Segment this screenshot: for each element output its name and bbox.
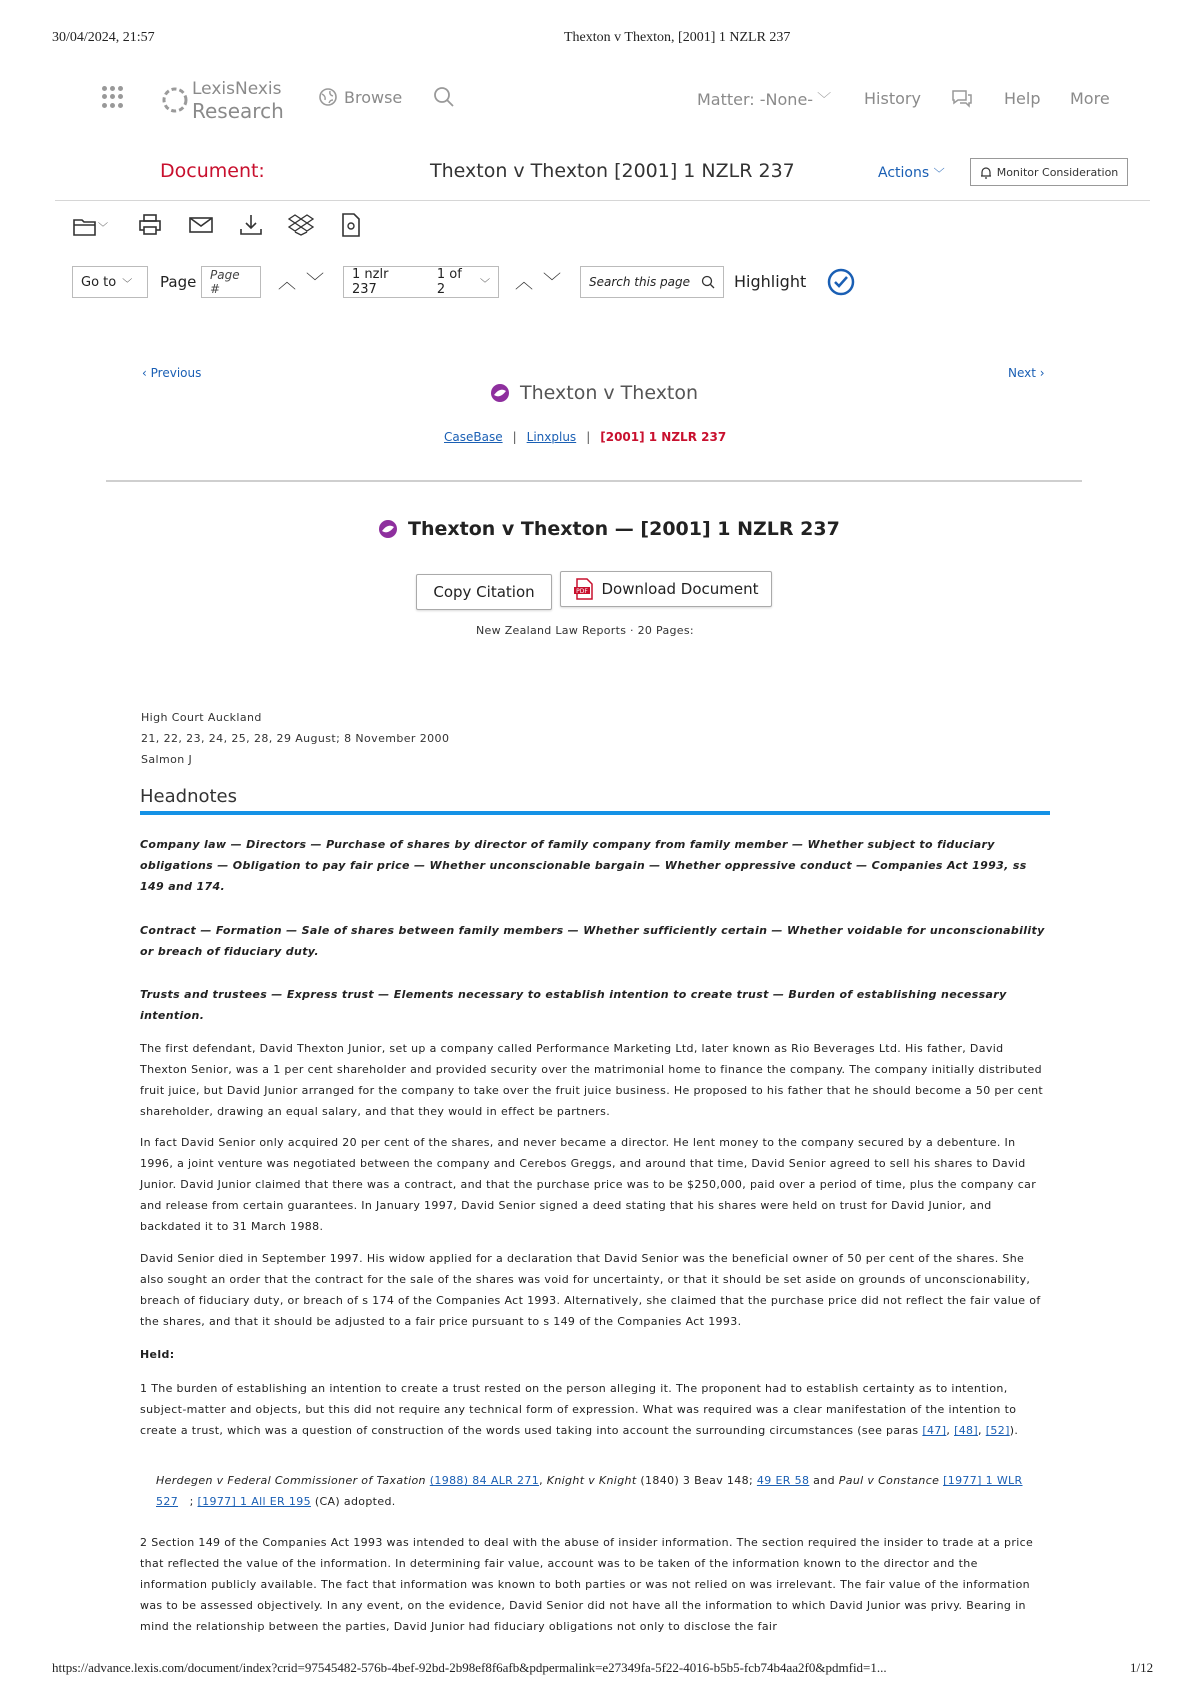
chevron-down-icon: ﹀	[480, 278, 490, 290]
casebase-icon	[378, 519, 398, 539]
print-title: Thexton v Thexton, [2001] 1 NZLR 237	[564, 30, 791, 45]
search-icon[interactable]	[433, 86, 455, 112]
chevron-right-icon: ›	[1039, 366, 1045, 380]
brand-product: Research	[192, 99, 284, 123]
lexisnexis-logo-icon	[162, 87, 188, 113]
folder-icon	[72, 213, 98, 239]
hit-nav-arrows[interactable]	[515, 268, 571, 294]
highlight-label[interactable]: Highlight	[734, 272, 807, 291]
main-document-title	[378, 518, 840, 540]
case-name: Thexton v Thexton	[520, 382, 699, 404]
held-1-text: 1 The burden of establishing an intention to create a trust rested on the person alleging it. The proponent had to establish certainty as to intention, subject-matter and objects, but this did not require any technical form of expression. What was required was a clear manifestation of the intention to create a trust, which was a question of construction of the words used taking into account the surrounding circumstances (see paras	[140, 1382, 1017, 1437]
goto-dropdown[interactable]	[72, 266, 148, 298]
dropbox-icon[interactable]	[288, 212, 316, 240]
print-icon[interactable]	[137, 212, 165, 240]
previous-link[interactable]	[142, 366, 201, 380]
chevron-up-icon[interactable]: ︿	[278, 272, 306, 293]
download-document-button[interactable]	[560, 571, 772, 607]
main-title-text: Thexton v Thexton — [2001] 1 NZLR 237	[408, 518, 840, 540]
next-label: Next	[1008, 366, 1036, 380]
cases-cited: Herdegen v Federal Commissioner of Taxation (1988) 84 ALR 271, Knight v Knight (1840) 3 Beav 148; 49 ER 58 and Paul v Constance [1977] 1 WLR 527 ; [1977] 1 All ER 195 (CA) adopted.	[156, 1474, 1023, 1508]
print-datetime: 30/04/2024, 21:57	[52, 30, 155, 45]
apps-grid-icon[interactable]	[102, 86, 124, 108]
breadcrumb-separator: |	[512, 430, 517, 444]
casebase-icon	[490, 383, 510, 403]
section-divider	[106, 480, 1082, 482]
help-link[interactable]: Help	[1004, 89, 1041, 108]
page-nav-arrows[interactable]	[278, 268, 334, 294]
browse-label: Browse	[344, 87, 403, 107]
monitor-label: Monitor Consideration	[996, 165, 1119, 179]
citation-select-value: 1 nzlr 237	[352, 267, 389, 297]
held-paragraph-1: 1 The burden of establishing an intention to create a trust rested on the person alleging it. The proponent had to establish certainty as to intention, subject-matter and objects, but this did not require any technical form of expression. What was required was a clear manifestation of the intention to create a trust, which was a question of construction of the words used taking into account the surrounding circumstances (see paras [47], [48], [52]).	[140, 1382, 1019, 1437]
email-icon[interactable]	[188, 212, 216, 240]
brand-name: LexisNexis	[192, 79, 282, 99]
page-label: Page	[160, 273, 197, 291]
headnotes-rule	[140, 811, 1050, 815]
goto-label: Go to	[81, 274, 117, 290]
pdf-icon	[573, 578, 595, 600]
chevron-down-icon[interactable]: ﹀	[543, 272, 571, 293]
matter-label: Matter: -None-	[697, 89, 814, 109]
case-paul: Paul v Constance	[838, 1474, 940, 1487]
breadcrumb-linxplus[interactable]: Linxplus	[526, 430, 577, 444]
chevron-down-icon[interactable]: ﹀	[306, 272, 334, 293]
case-knight-rest: (1840) 3 Beav 148;	[640, 1474, 754, 1487]
citation-page-select[interactable]	[343, 266, 499, 298]
search-page-input[interactable]	[580, 266, 724, 298]
judge-name: Salmon J	[141, 753, 193, 766]
case-heading	[490, 382, 698, 404]
breadcrumb	[444, 430, 726, 444]
document-label: Document:	[160, 160, 265, 182]
chevron-down-icon: ﹀	[122, 278, 133, 290]
page-number-placeholder: Page #	[210, 268, 240, 296]
keywords-contract: Contract — Formation — Sale of shares between family members — Whether sufficiently certain — Whether voidable for unconscionability or breach of fiduciary duty.	[140, 924, 1045, 958]
chevron-left-icon: ‹	[142, 366, 147, 380]
chevron-down-icon: ﹀	[98, 222, 108, 234]
svg-text:PDF: PDF	[576, 588, 589, 595]
keywords-trusts: Trusts and trustees — Express trust — Elements necessary to establish intention to create trust — Burden of establishing necessary intention.	[140, 988, 1007, 1022]
checkmark-circle-icon[interactable]	[826, 267, 856, 301]
case-paul-rest: (CA) adopted.	[314, 1495, 396, 1508]
breadcrumb-casebase[interactable]: CaseBase	[444, 430, 503, 444]
chat-icon[interactable]	[950, 88, 974, 112]
held-paragraph-2: 2 Section 149 of the Companies Act 1993 was intended to deal with the abuse of insider information. The section required the insider to trade at a price that reflected the value of the information. In determining fair value, account was to be taken of the information known to the director and the information publicly available. The fact that information was known to both parties or was not relied on was irrelevant. The fair value of the information was to be assessed objectively. In any event, on the evidence, David Senior did not have all the information to which David Junior was privy. Bearing in mind the relationship between the parties, David Junior had fiduciary obligations not only to disclose the fair	[140, 1536, 1034, 1633]
actions-label: Actions	[878, 165, 930, 181]
bell-icon	[980, 166, 992, 179]
reports-info: New Zealand Law Reports · 20 Pages:	[476, 624, 694, 637]
hearing-dates: 21, 22, 23, 24, 25, 28, 29 August; 8 November 2000	[141, 732, 450, 745]
chevron-down-icon: ﹀	[933, 167, 945, 180]
browse-link[interactable]	[318, 87, 402, 107]
copy-citation-button[interactable]: Copy Citation	[416, 574, 552, 610]
case-herdegen: Herdegen v Federal Commissioner of Taxation	[156, 1474, 426, 1487]
court-name: High Court Auckland	[141, 711, 262, 724]
chevron-up-icon[interactable]: ︿	[515, 272, 543, 293]
print-page-number: 1/12	[1130, 1660, 1154, 1675]
court-info	[141, 707, 449, 770]
cite-link-alr[interactable]: (1988) 84 ALR 271	[429, 1474, 540, 1487]
cite-link-aller[interactable]: [1977] 1 All ER 195	[197, 1495, 311, 1508]
para-link-52[interactable]: [52]	[985, 1424, 1010, 1437]
cite-and: and	[813, 1474, 835, 1487]
of-select-value: 1 of 2	[436, 267, 462, 297]
monitor-consideration-button[interactable]	[970, 158, 1128, 186]
headnotes-heading: Headnotes	[140, 786, 237, 807]
chevron-down-icon: ﹀	[817, 92, 832, 108]
matter-dropdown[interactable]	[697, 89, 831, 109]
facts-paragraph-2: In fact David Senior only acquired 20 per cent of the shares, and never became a director. He lent money to the company secured by a debenture. In 1996, a joint venture was negotiated between the company and Cerebos Greggs, and around that time, David Senior agreed to sell his shares to David Junior. David Junior claimed that there was a contract, and that the purchase price was to be $250,000, paid over a period of time, plus the company car and release from certain guarantees. In January 1997, David Senior signed a deed stating that his shares were held on trust for David Junior, and backdated it to 31 March 1988.	[140, 1136, 1037, 1233]
lexisnexis-logo[interactable]	[162, 78, 284, 122]
document-title: Thexton v Thexton [2001] 1 NZLR 237	[430, 160, 795, 182]
search-icon	[701, 275, 715, 289]
breadcrumb-separator: |	[586, 430, 591, 444]
cite-link-wlr[interactable]: [1977] 1 WLR 527	[156, 1474, 1023, 1508]
held-heading: Held:	[140, 1348, 175, 1361]
para-link-47[interactable]: [47]	[922, 1424, 947, 1437]
breadcrumb-current: [2001] 1 NZLR 237	[600, 430, 727, 444]
folder-dropdown[interactable]	[72, 212, 116, 240]
document-settings-icon[interactable]	[338, 212, 366, 240]
download-icon[interactable]	[238, 212, 266, 240]
download-label: Download Document	[601, 580, 759, 598]
more-link[interactable]: More	[1070, 89, 1110, 108]
next-link[interactable]	[1008, 366, 1045, 380]
print-url: https://advance.lexis.com/document/index?crid=97545482-576b-4bef-92bd-2b98ef8f6afb&pdpermalink=e27349fa-5f22-4016-b5b5-fcb74b4aa2f0&pdmfid=1...	[52, 1660, 887, 1675]
facts-paragraph-1: The first defendant, David Thexton Junior, set up a company called Performance Marketing Ltd, later known as Rio Beverages Ltd. His father, David Thexton Senior, was a 1 per cent shareholder and provided security over the matrimonial home to finance the company. The company initially distributed fruit juice, but David Junior arranged for the company to take over the fruit juice business. He proposed to his father that he should become a 50 per cent shareholder, drawing an equal salary, and that they would in effect be partners.	[140, 1042, 1044, 1118]
para-link-48[interactable]: [48]	[954, 1424, 979, 1437]
page-number-input[interactable]	[201, 266, 261, 298]
keywords-company-law: Company law — Directors — Purchase of shares by director of family company from family member — Whether subject to fiduciary obligations — Obligation to pay fair price — Whether unconscionable bargain — Whether oppressive conduct — Companies Act 1993, ss 149 and 174.	[140, 838, 1027, 893]
cite-link-er[interactable]: 49 ER 58	[756, 1474, 810, 1487]
history-link[interactable]: History	[864, 89, 921, 108]
divider	[55, 200, 1150, 201]
search-page-placeholder: Search this page	[589, 275, 690, 289]
globe-icon	[318, 87, 338, 107]
actions-dropdown[interactable]	[878, 165, 945, 181]
previous-label: Previous	[150, 366, 202, 380]
case-knight: Knight v Knight	[546, 1474, 637, 1487]
facts-paragraph-3: David Senior died in September 1997. His widow applied for a declaration that David Senior was the beneficial owner of 50 per cent of the shares. She also sought an order that the contract for the sale of the shares was void for uncertainty, or that it should be set aside on grounds of unconscionability, breach of fiduciary duty, or breach of s 174 of the Companies Act 1993. Alternatively, she claimed that the purchase price did not reflect the fair value of the shares, and that it should be adjusted to a fair price pursuant to s 149 of the Companies Act 1993.	[140, 1252, 1041, 1328]
